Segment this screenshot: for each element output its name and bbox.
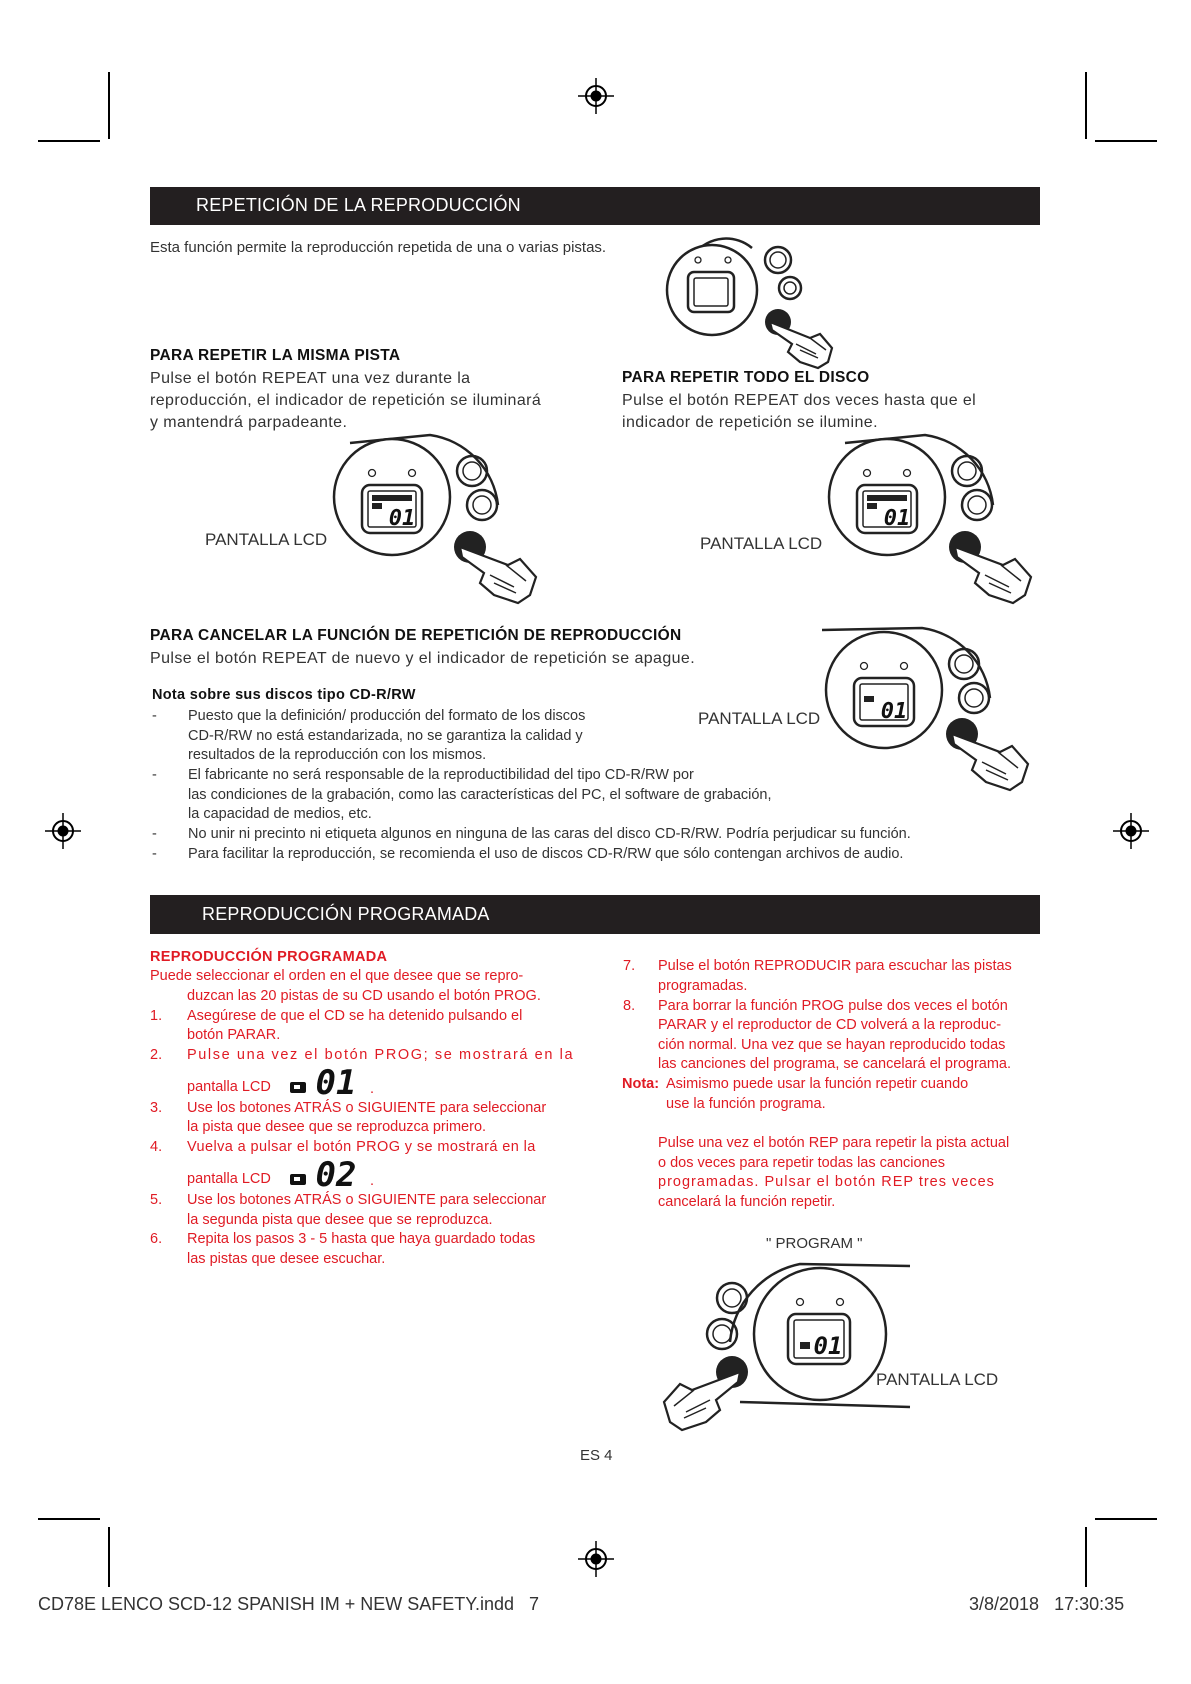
lcd-digits: 01 — [388, 506, 416, 531]
whole-disc-line: indicador de repetición se ilumine. — [622, 414, 878, 431]
cancel-heading: PARA CANCELAR LA FUNCIÓN DE REPETICIÓN DE REPRODUCCIÓN — [150, 627, 682, 644]
rep-line: programadas. Pulsar el botón REP tres veces — [658, 1174, 995, 1190]
nota-line: Asimismo puede usar la función repetir cuando — [666, 1076, 969, 1092]
footer-date: 3/8/2018 17:30:35 — [969, 1594, 1125, 1614]
step-line: Vuelva a pulsar el botón PROG y se mostrará en la — [187, 1139, 536, 1155]
rep-line: cancelará la función repetir. — [658, 1194, 836, 1210]
cd-player-illustration — [330, 435, 550, 605]
same-track-line: Pulse el botón REPEAT una vez durante la — [150, 370, 471, 387]
step-number: 1. — [150, 1008, 163, 1024]
step-line: Pulse una vez el botón PROG; se mostrará en la — [187, 1047, 575, 1063]
step-line: pantalla LCD — [187, 1079, 271, 1095]
note-line: Para facilitar la reproducción, se recomienda el uso de discos CD-R/RW que sólo contengan archivos de audio. — [188, 846, 904, 862]
step-line: . — [370, 1173, 375, 1189]
section-title: REPETICIÓN DE LA REPRODUCCIÓN — [196, 195, 521, 215]
intro-text: Esta función permite la reproducción repetida de una o varias pistas. — [150, 239, 607, 256]
lcd-digits: 01 — [880, 699, 908, 724]
lcd-digits: 02 — [315, 1155, 357, 1195]
section-title-bar — [150, 187, 1040, 225]
lcd-label: PANTALLA LCD — [876, 1370, 999, 1389]
whole-disc-line: Pulse el botón REPEAT dos veces hasta que el — [622, 392, 977, 409]
step-line: botón PARAR. — [187, 1027, 281, 1043]
note-line: la capacidad de medios, etc. — [188, 806, 372, 822]
step-line: . — [370, 1081, 375, 1097]
step-number: 8. — [623, 998, 636, 1014]
step-number: 6. — [150, 1231, 163, 1247]
lcd-digits: 01 — [813, 1332, 843, 1360]
lcd-digits: 01 — [315, 1063, 357, 1103]
note-line: Puesto que la definición/ producción del formato de los discos — [188, 708, 586, 724]
step-line: Para borrar la función PROG pulse dos veces el botón — [658, 998, 1008, 1014]
step-number: 2. — [150, 1047, 163, 1063]
cd-player-illustration — [822, 628, 1042, 798]
cd-player-illustration — [825, 435, 1045, 605]
program-label: " PROGRAM " — [766, 1235, 863, 1252]
same-track-line: y mantendrá parpadeante. — [150, 414, 348, 431]
step-line: la pista que desee que se reproduzca primero. — [187, 1119, 487, 1135]
step-line: Pulse el botón REPRODUCIR para escuchar las pistas — [658, 958, 1012, 974]
footer-file: CD78E LENCO SCD-12 SPANISH IM + NEW SAFETY.indd 7 — [38, 1594, 539, 1614]
crop-mark — [1085, 1527, 1087, 1587]
program-intro: duzcan las 20 pistas de su CD usando el botón PROG. — [187, 988, 541, 1004]
registration-mark-icon — [45, 813, 81, 849]
step-line: ción normal. Una vez que se hayan reproducido todas — [658, 1037, 1006, 1053]
same-track-line: reproducción, el indicador de repetición se iluminará — [150, 392, 542, 409]
crop-mark — [38, 140, 100, 142]
cancel-line: Pulse el botón REPEAT de nuevo y el indicador de repetición se apague. — [150, 650, 696, 667]
section-title-bar — [150, 895, 1040, 934]
crop-mark — [1085, 72, 1087, 139]
crop-mark — [38, 1518, 100, 1520]
lcd-label: PANTALLA LCD — [205, 530, 328, 549]
note-line: CD-R/RW no está estandarizada, no se garantiza la calidad y — [188, 728, 583, 744]
step-line: pantalla LCD — [187, 1171, 271, 1187]
cd-player-illustration — [660, 1262, 910, 1442]
cd-player-illustration — [660, 240, 845, 370]
step-line: la segunda pista que desee que se reproduzca. — [187, 1212, 493, 1228]
step-line: Use los botones ATRÁS o SIGUIENTE para seleccionar — [187, 1192, 547, 1208]
lcd-prog-indicator — [290, 1155, 370, 1195]
section-title: REPRODUCCIÓN PROGRAMADA — [202, 904, 490, 924]
note-line: El fabricante no será responsable de la reproductibilidad del tipo CD-R/RW por — [188, 767, 694, 783]
lcd-prog-indicator — [290, 1063, 370, 1103]
note-line: resultados de la reproducción con los mismos. — [188, 747, 487, 763]
rep-line: Pulse una vez el botón REP para repetir la pista actual — [658, 1135, 1010, 1151]
lcd-label: PANTALLA LCD — [698, 709, 821, 728]
note-line: las condiciones de la grabación, como las características del PC, el software de grabación, — [188, 787, 772, 803]
whole-disc-heading: PARA REPETIR TODO EL DISCO — [622, 369, 870, 386]
step-line: PARAR y el reproductor de CD volverá a la reproduc- — [658, 1017, 1002, 1033]
crop-mark — [108, 1527, 110, 1587]
registration-mark-icon — [578, 1541, 614, 1577]
lcd-label: PANTALLA LCD — [700, 534, 823, 553]
rep-line: o dos veces para repetir todas las canciones — [658, 1155, 945, 1171]
same-track-heading: PARA REPETIR LA MISMA PISTA — [150, 347, 401, 364]
step-line: Repita los pasos 3 - 5 hasta que haya guardado todas — [187, 1231, 536, 1247]
step-number: 7. — [623, 958, 636, 974]
step-line: las pistas que desee escuchar. — [187, 1251, 386, 1267]
step-number: 4. — [150, 1139, 163, 1155]
crop-mark — [1095, 140, 1157, 142]
program-subheading: REPRODUCCIÓN PROGRAMADA — [150, 949, 388, 965]
step-line: programadas. — [658, 978, 748, 994]
registration-mark-icon — [578, 78, 614, 114]
nota-line: use la función programa. — [666, 1096, 826, 1112]
step-number: 5. — [150, 1192, 163, 1208]
note-line: No unir ni precinto ni etiqueta algunos en ninguna de las caras del disco CD-R/RW. Podría perjudicar su función. — [188, 826, 911, 842]
step-line: Use los botones ATRÁS o SIGUIENTE para seleccionar — [187, 1100, 547, 1116]
crop-mark — [108, 72, 110, 139]
lcd-digits: 01 — [883, 506, 911, 531]
registration-mark-icon — [1113, 813, 1149, 849]
step-line: Asegúrese de que el CD se ha detenido pulsando el — [187, 1008, 523, 1024]
page-number: ES 4 — [580, 1447, 613, 1464]
note-heading: Nota sobre sus discos tipo CD-R/RW — [152, 687, 416, 703]
step-line: las canciones del programa, se cancelará el programa. — [658, 1056, 1012, 1072]
step-number: 3. — [150, 1100, 163, 1116]
nota-label: Nota: — [622, 1076, 660, 1092]
crop-mark — [1095, 1518, 1157, 1520]
program-intro: Puede seleccionar el orden en el que desee que se repro- — [150, 968, 524, 984]
